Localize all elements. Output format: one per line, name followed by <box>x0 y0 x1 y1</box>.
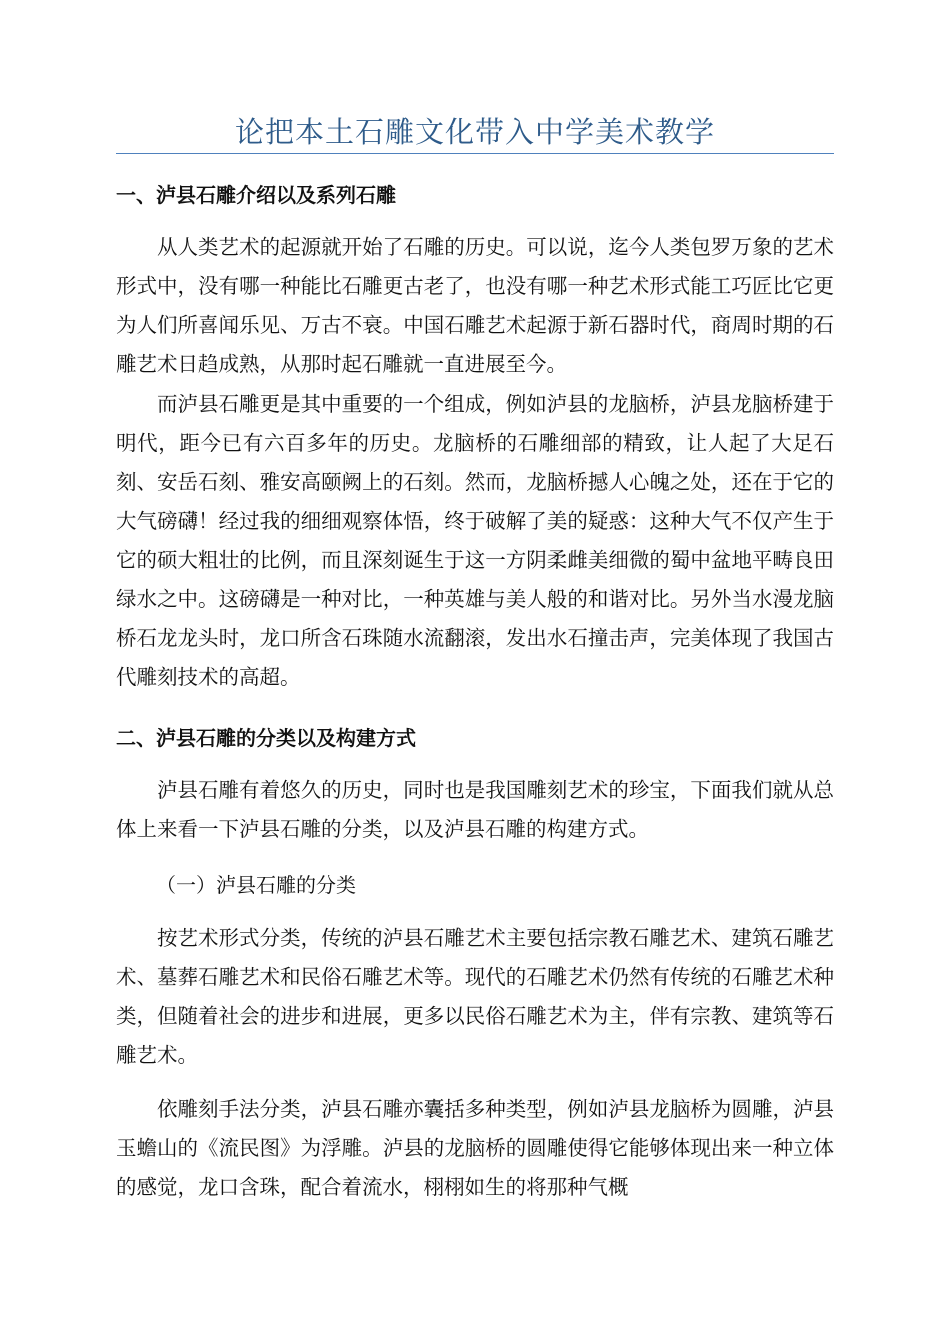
section-1-paragraph-1: 从人类艺术的起源就开始了石雕的历史。可以说，迄今人类包罗万象的艺术形式中，没有哪一种能比石雕更古老了，也没有哪一种艺术形式能工巧匠比它更为人们所喜闻乐见、万古不衰。中国石雕艺术起源于新石器时代，商周时期的石雕艺术日趋成熟，从那时起石雕就一直进展至今。 <box>116 235 834 376</box>
section-1-heading: 一、泸县石雕介绍以及系列石雕 <box>116 183 396 207</box>
section-2-paragraph-2: 按艺术形式分类，传统的泸县石雕艺术主要包括宗教石雕艺术、建筑石雕艺术、墓葬石雕艺术和民俗石雕艺术等。现代的石雕艺术仍然有传统的石雕艺术种类，但随着社会的进步和进展，更多以民俗石雕艺术为主，伴有宗教、建筑等石雕艺术。 <box>116 926 834 1067</box>
section-2-subheading: （一）泸县石雕的分类 <box>156 873 356 897</box>
section-2-heading: 二、泸县石雕的分类以及构建方式 <box>116 726 416 750</box>
section-2-paragraph-3: 依雕刻手法分类，泸县石雕亦囊括多种类型，例如泸县龙脑桥为圆雕，泸县玉蟾山的《流民图》为浮雕。泸县的龙脑桥的圆雕使得它能够体现出来一种立体的感觉，龙口含珠，配合着流水，栩栩如生的将那种气概 <box>116 1097 834 1199</box>
section-2-paragraph-1: 泸县石雕有着悠久的历史，同时也是我国雕刻艺术的珍宝，下面我们就从总体上来看一下泸县石雕的分类，以及泸县石雕的构建方式。 <box>116 778 834 841</box>
section-1-paragraph-2: 而泸县石雕更是其中重要的一个组成，例如泸县的龙脑桥，泸县龙脑桥建于明代，距今已有六百多年的历史。龙脑桥的石雕细部的精致，让人起了大足石刻、安岳石刻、雅安高颐阙上的石刻。然而，龙脑桥撼人心魄之处，还在于它的大气磅礴！经过我的细细观察体悟，终于破解了美的疑惑：这种大气不仅产生于它的硕大粗壮的比例，而且深刻诞生于这一方阴柔雌美细微的蜀中盆地平畴良田绿水之中。这磅礴是一种对比，一种英雄与美人般的和谐对比。另外当水漫龙脑桥石龙龙头时，龙口所含石珠随水流翻滚，发出水石撞击声，完美体现了我国古代雕刻技术的高超。 <box>116 392 834 689</box>
document-title: 论把本土石雕文化带入中学美术教学 <box>234 115 715 149</box>
title-underline <box>116 153 834 154</box>
